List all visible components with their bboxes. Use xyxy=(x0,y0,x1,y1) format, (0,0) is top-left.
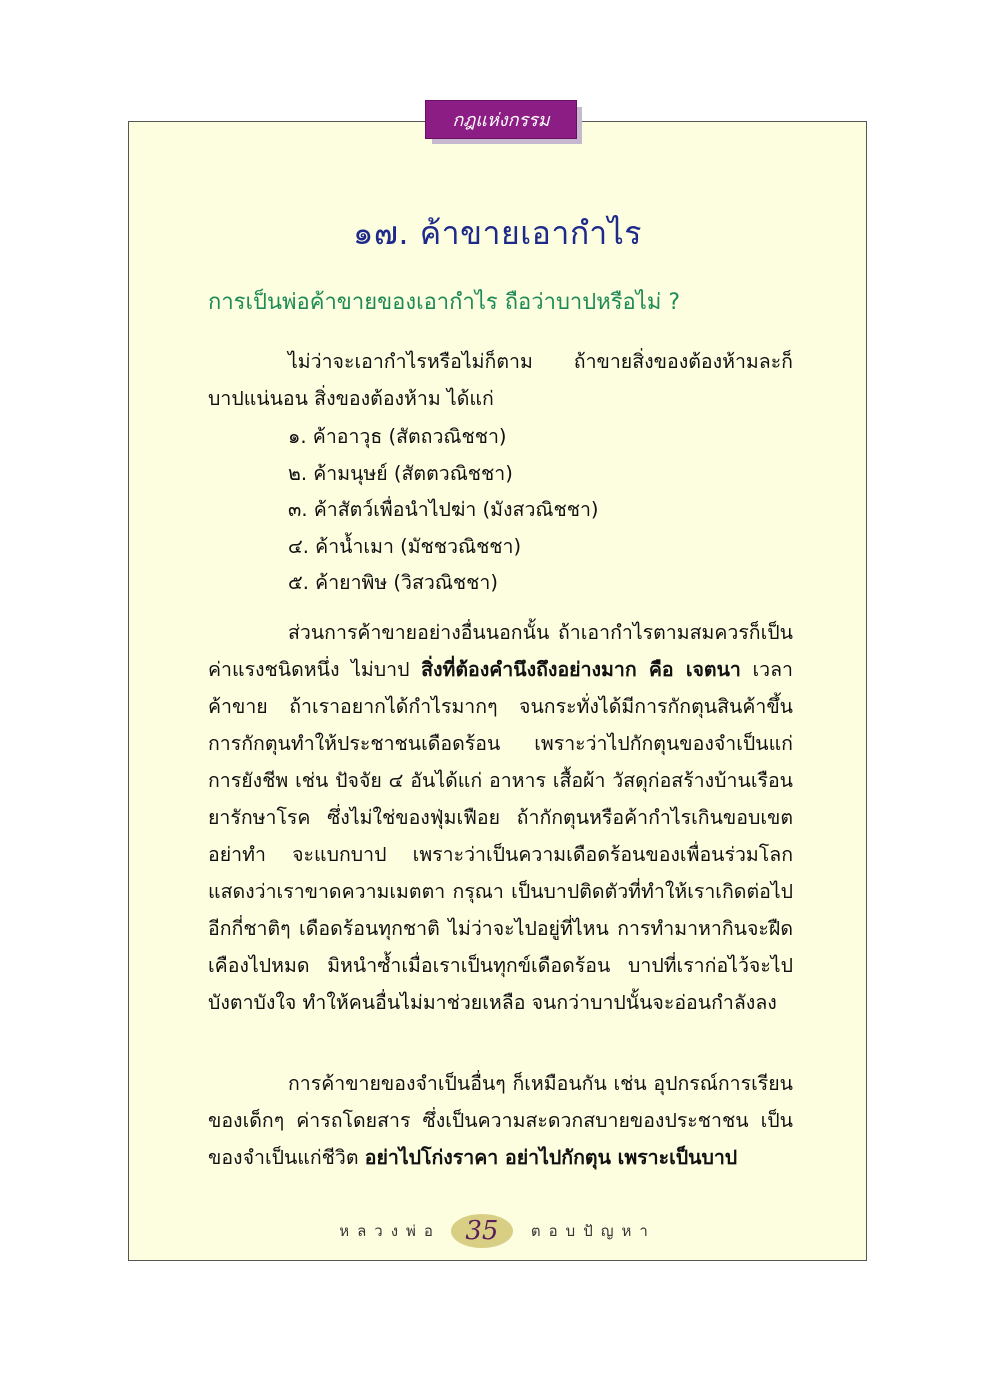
page-title: ๑๗. ค้าขายเอากำไร xyxy=(353,214,642,252)
paragraph-3-emphasis: อย่าไปโก่งราคา อย่าไปกักตุน เพราะเป็นบาป xyxy=(364,1146,738,1169)
paragraph-2-text-rest: เวลาค้าขาย ถ้าเราอยากได้กำไรมากๆ จนกระทั่งได้มีการกักตุนสินค้าขึ้น การกักตุนทำให้ประชาชนเดือดร้อน เพราะว่าไปกักตุนของจำเป็นแก่การยังชีพ เช่น ปัจจัย ๔ อันได้แก่ อาหาร เสื้อผ้า วัสดุก่อสร้างบ้านเรือน ยารักษาโรค ซึ่งไม่ใช่ของฟุ่มเฟือย ถ้ากักตุนหรือค้ากำไรเกินขอบเขต อย่าทำ จะแบกบาป เพราะว่าเป็นความเดือดร้อนของเพื่อนร่วมโลก แสดงว่าเราขาดความเมตตา กรุณา เป็นบาปติดตัวที่ทำให้เราเกิดต่อไปอีกกี่ชาติๆ เดือดร้อนทุกชาติ ไม่ว่าจะไปอยู่ที่ไหน การทำมาหากินจะฝืดเคืองไปหมด มิหนำซ้ำเมื่อเราเป็นทุกข์เดือดร้อน บาปที่เราก่อไว้จะไปบังตาบังใจ ทำให้คนอื่นไม่มาช่วยเหลือ จนกว่าบาปนั้นจะอ่อนกำลังลง xyxy=(208,658,793,1014)
list-item: ๔. ค้าน้ำเมา (มัชชวณิชชา) xyxy=(288,534,522,558)
prohibited-list xyxy=(288,419,599,602)
paragraph-1: ไม่ว่าจะเอากำไรหรือไม่ก็ตาม ถ้าขายสิ่งของต้องห้ามละก็บาปแน่นอน สิ่งของต้องห้าม ได้แก่ xyxy=(208,350,793,410)
list-item: ๑. ค้าอาวุธ (สัตถวณิชชา) xyxy=(288,425,507,448)
page-number: 35 xyxy=(451,1214,513,1248)
paragraph-3 xyxy=(208,1065,793,1176)
paragraph-2 xyxy=(208,614,793,1021)
footer-left-text: หลวงพ่อ xyxy=(339,1222,441,1240)
paragraph-2-text: ส่วนการค้าขายอย่างอื่นนอกนั้น ถ้าเอากำไรตามสมควรก็เป็นค่าแรงชนิดหนึ่ง ไม่บาป xyxy=(208,621,793,681)
list-item: ๒. ค้ามนุษย์ (สัตตวณิชชา) xyxy=(288,461,513,485)
footer-right-text: ตอบปัญหา xyxy=(530,1222,656,1240)
list-item: ๕. ค้ายาพิษ (วิสวณิชชา) xyxy=(288,571,498,594)
list-item: ๓. ค้าสัตว์เพื่อนำไปฆ่า (มังสวณิชชา) xyxy=(288,498,599,521)
page-footer xyxy=(128,1211,867,1251)
paragraph-3-text: การค้าขายของจำเป็นอื่นๆ ก็เหมือนกัน เช่น อุปกรณ์การเรียนของเด็กๆ ค่ารถโดยสาร ซึ่งเป็นความสะดวกสบายของประชาชน เป็นของจำเป็นแก่ชีวิต xyxy=(208,1072,793,1169)
chapter-tab: กฎแห่งกรรม xyxy=(425,100,577,139)
paragraph-2-emphasis: สิ่งที่ต้องคำนึงถึงอย่างมาก คือ เจตนา xyxy=(421,658,741,681)
question-heading: การเป็นพ่อค้าขายของเอากำไร ถือว่าบาปหรือไม่ ? xyxy=(208,290,681,315)
